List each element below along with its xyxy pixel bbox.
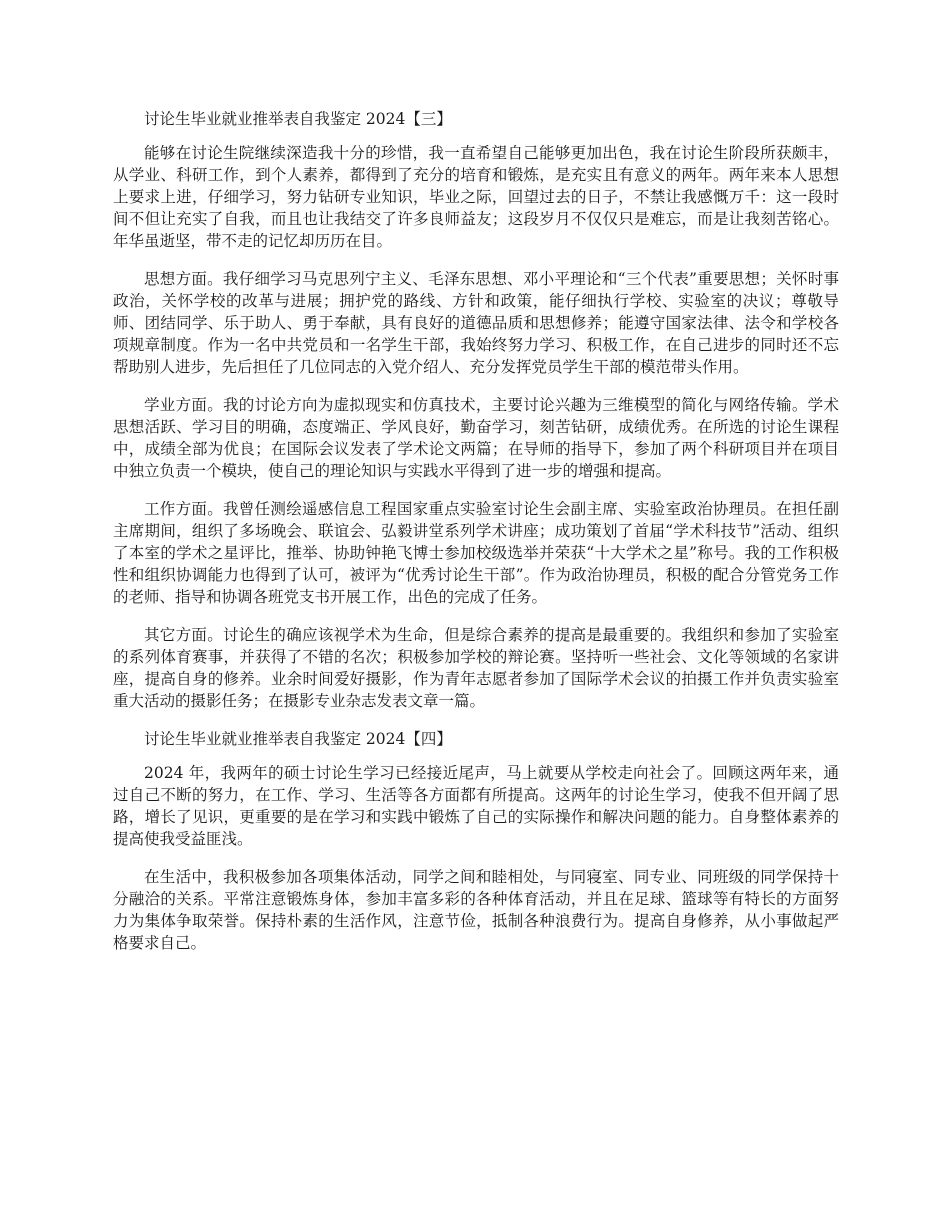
paragraph: 学业方面。我的讨论方向为虚拟现实和仿真技术，主要讨论兴趣为三维模型的简化与网络传输。学术思想活跃、学习目的明确，态度端正、学风良好，勤奋学习，刻苦钻研，成绩优秀。在所选的讨论生课程中，成绩全部为优良；在国际会议发表了学术论文两篇；在导师的指导下，参加了两个科研项目并在项目中独立负责一个模块，使自己的理论知识与实践水平得到了进一步的增强和提高。 <box>113 396 839 480</box>
paragraph: 工作方面。我曾任测绘遥感信息工程国家重点实验室讨论生会副主席、实验室政治协理员。在担任副主席期间，组织了多场晚会、联谊会、弘毅讲堂系列学术讲座；成功策划了首届“学术科技节”活动、组织了本室的学术之星评比，推举、协助钟艳飞博士参加校级选举并荣获“十大学术之星”称号。我的工作积极性和组织协调能力也得到了认可，被评为“优秀讨论生干部”。作为政治协理员，积极的配合分管党务工作的老师、指导和协调各班党支书开展工作，出色的完成了任务。 <box>113 500 839 606</box>
section-heading: 讨论生毕业就业推举表自我鉴定 2024【三】 <box>144 110 452 128</box>
paragraph: 其它方面。讨论生的确应该视学术为生命，但是综合素养的提高是最重要的。我组织和参加了实验室的系列体育赛事，并获得了不错的名次；积极参加学校的辩论赛。坚持听一些社会、文化等领域的名家讲座，提高自身的修养。业余时间爱好摄影，作为青年志愿者参加了国际学术会议的拍摄工作并负责实验室重大活动的摄影任务；在摄影专业杂志发表文章一篇。 <box>113 626 839 710</box>
paragraph: 2024 年，我两年的硕士讨论生学习已经接近尾声，马上就要从学校走向社会了。回顾这两年来，通过自己不断的努力，在工作、学习、生活等各方面都有所提高。这两年的讨论生学习，使我不但开阔了思路，增长了见识，更重要的是在学习和实践中锻炼了自己的实际操作和解决问题的能力。自身整体素养的提高使我受益匪浅。 <box>113 764 839 848</box>
paragraph: 在生活中，我积极参加各项集体活动，同学之间和睦相处，与同寝室、同专业、同班级的同学保持十分融洽的关系。平常注意锻炼身体，参加丰富多彩的各种体育活动，并且在足球、篮球等有特长的方面努力为集体争取荣誉。保持朴素的生活作风，注意节俭，抵制各种浪费行为。提高自身修养，从小事做起严格要求自己。 <box>113 868 839 952</box>
section-heading: 讨论生毕业就业推举表自我鉴定 2024【四】 <box>144 730 452 748</box>
paragraph: 能够在讨论生院继续深造我十分的珍惜，我一直希望自己能够更加出色，我在讨论生阶段所获颇丰，从学业、科研工作，到个人素养，都得到了充分的培育和锻炼，是充实且有意义的两年。两年来本人思想上要求上进，仔细学习，努力钻研专业知识，毕业之际，回望过去的日子，不禁让我感慨万千：这一段时间不但让充实了自我，而且也让我结交了许多良师益友；这段岁月不仅仅只是难忘，而是让我刻苦铭心。年华虽逝坚，带不走的记忆却历历在目。 <box>113 144 839 250</box>
paragraph: 思想方面。我仔细学习马克思列宁主义、毛泽东思想、邓小平理论和“三个代表”重要思想；关怀时事政治，关怀学校的改革与进展；拥护党的路线、方针和政策，能仔细执行学校、实验室的决议；尊敬导师、团结同学、乐于助人、勇于奉献，具有良好的道德品质和思想修养；能遵守国家法律、法令和学校各项规章制度。作为一名中共党员和一名学生干部，我始终努力学习、积极工作，在自己进步的同时还不忘帮助别人进步，先后担任了几位同志的入党介绍人、充分发挥党员学生干部的模范带头作用。 <box>113 270 839 376</box>
document-page <box>113 108 839 970</box>
